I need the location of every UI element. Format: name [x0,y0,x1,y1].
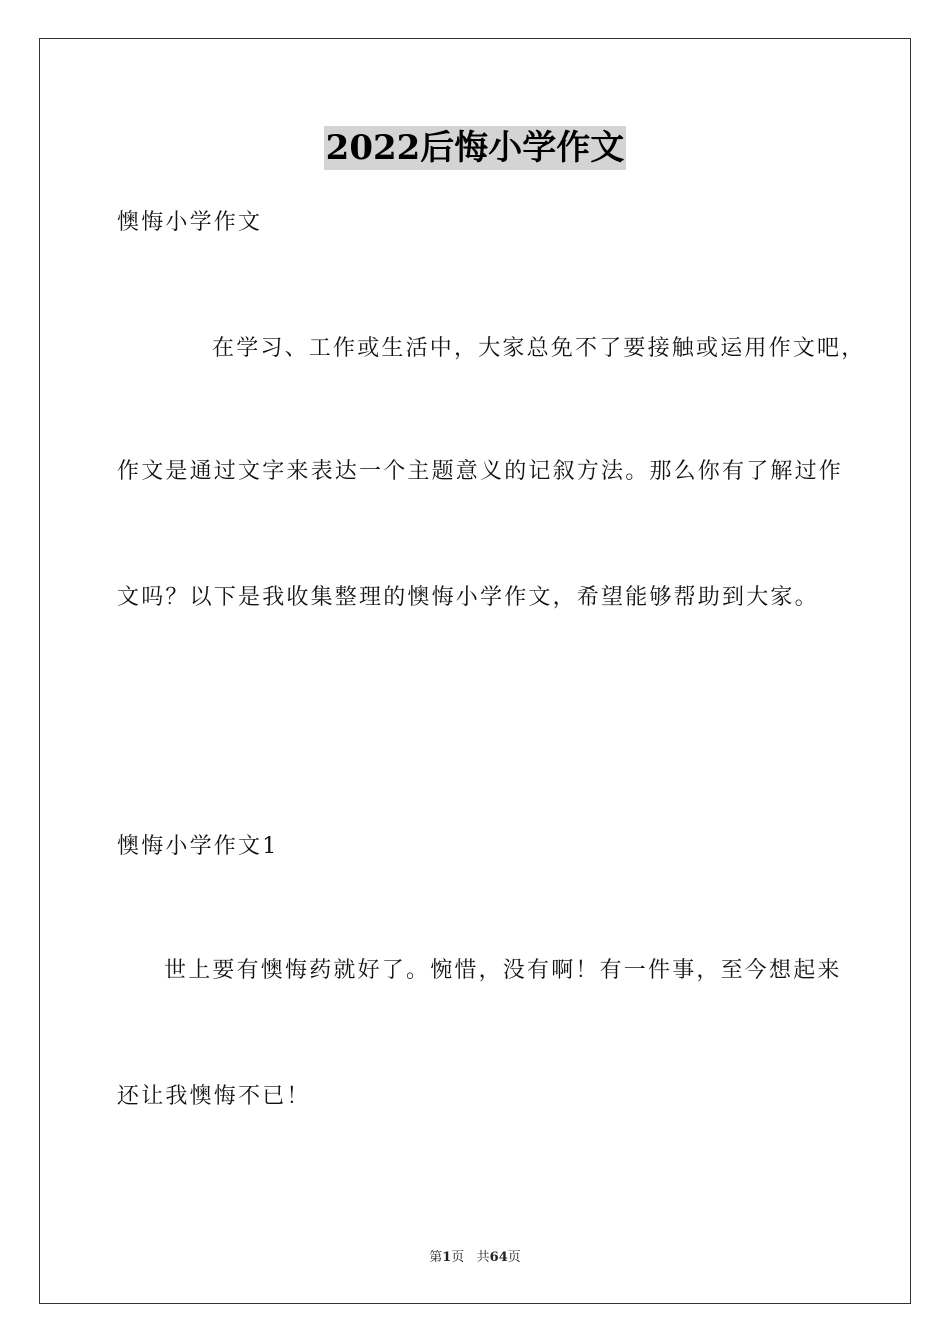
title-container [0,126,950,170]
section-heading: 懊悔小学作文1 [117,834,279,859]
footer-current-page: 1 [442,1250,452,1265]
page-number-footer [0,1246,950,1265]
body-line-2: 还让我懊悔不已！ [117,1084,311,1109]
body-line-1: 世上要有懊悔药就好了。惋惜，没有啊！有一件事，至今想起来 [164,958,842,983]
intro-line-1: 在学习、工作或生活中，大家总免不了要接触或运用作文吧， [212,336,866,361]
footer-suffix: 页 [507,1250,521,1265]
footer-prefix: 第 [429,1250,443,1265]
document-title: 2022后悔小学作文 [325,128,625,168]
document-subtitle: 懊悔小学作文 [117,210,263,235]
intro-line-2: 作文是通过文字来表达一个主题意义的记叙方法。那么你有了解过作 [117,459,844,484]
footer-mid: 页 共 [451,1250,490,1265]
intro-line-3: 文吗？以下是我收集整理的懊悔小学作文，希望能够帮助到大家。 [117,585,819,610]
footer-total-pages: 64 [489,1250,508,1265]
